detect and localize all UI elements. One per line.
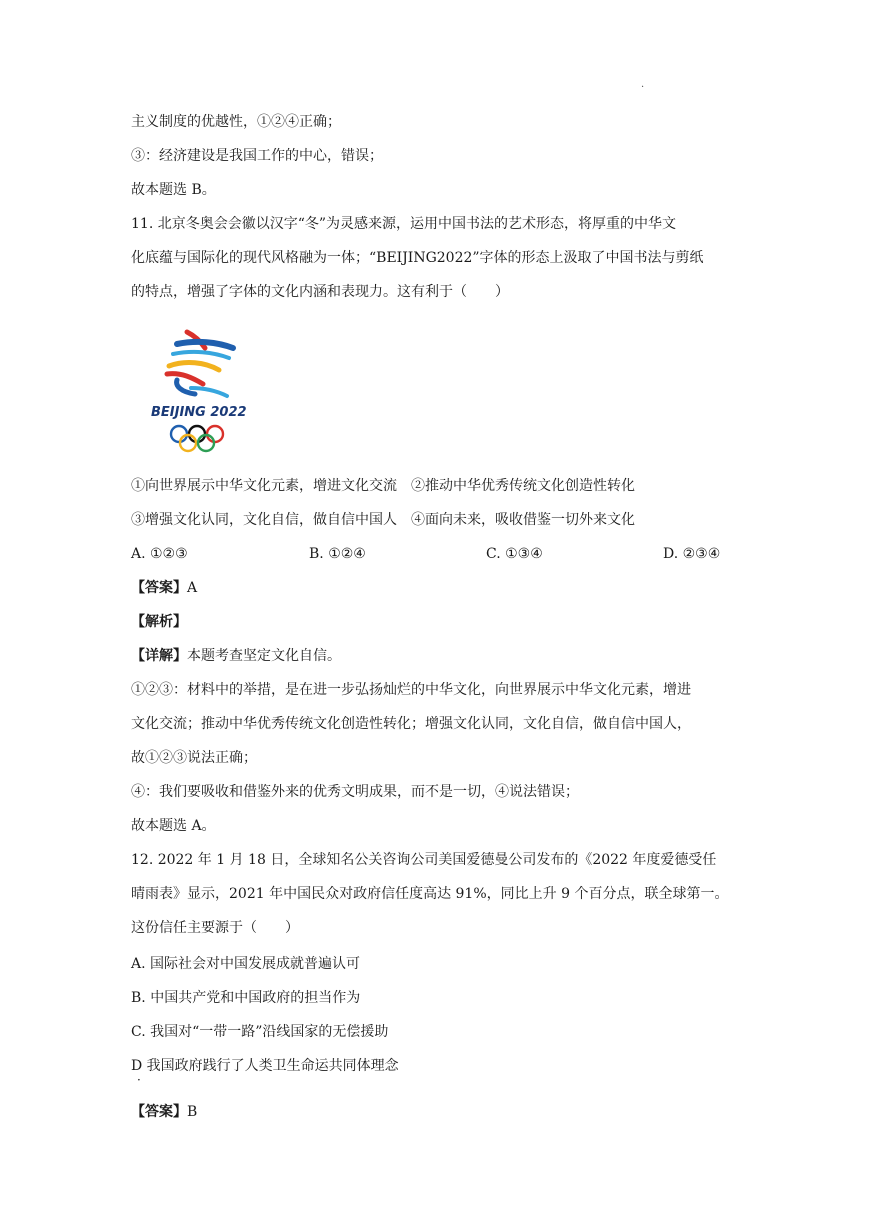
answer-value: A [187, 580, 198, 596]
emblem-stroke-yellow [169, 363, 219, 370]
answer-label: 【答案】 [131, 1104, 187, 1120]
ring-black [189, 426, 205, 442]
ring-yellow [180, 435, 196, 451]
q12-answer [131, 1102, 197, 1122]
q12-option-c: C. 我国对“一带一路”沿线国家的无偿援助 [131, 1024, 389, 1040]
emblem-stroke-cyan [173, 352, 229, 358]
ring-green [198, 435, 214, 451]
beijing-2022-emblem [147, 326, 259, 458]
q11-stem-line-2: 化底蕴与国际化的现代风格融为一体；“BEIJING2022”字体的形态上汲取了中国书法与剪纸 [131, 250, 704, 266]
q11-stem-line-3: 的特点，增强了字体的文化内涵和表现力。这有利于（ ） [131, 284, 509, 300]
q11-option-d: D. ②③④ [663, 546, 721, 562]
emblem-graphic [147, 326, 259, 458]
q12-option-d: D 我国政府践行了人类卫生命运共同体理念 [131, 1058, 399, 1074]
emblem-stroke-red-mid [167, 374, 203, 384]
ring-red [207, 426, 223, 442]
q11-option-c: C. ①③④ [486, 546, 543, 562]
q11-expl-line-3: 故①②③说法正确； [131, 750, 257, 766]
analysis-label: 【解析】 [131, 614, 187, 630]
q10-line-2: ③：经济建设是我国工作的中心，错误； [131, 148, 383, 164]
q12-stem-line-2: 晴雨表》显示，2021 年中国民众对政府信任度高达 91%，同比上升 9 个百分点，联全球第一。 [131, 886, 729, 902]
q11-analysis-label [131, 612, 187, 632]
q11-option-b: B. ①②④ [309, 546, 366, 562]
answer-value: B [187, 1104, 198, 1120]
q11-items-line-1: ①向世界展示中华文化元素，增进文化交流 ②推动中华优秀传统文化创造性转化 [131, 478, 635, 494]
q11-option-a: A. ①②③ [131, 546, 188, 562]
q11-stem-line-1: 11. 北京冬奥会会徽以汉字“冬”为灵感来源，运用中国书法的艺术形态，将厚重的中华文 [131, 216, 677, 232]
detail-text: 本题考查坚定文化自信。 [187, 648, 341, 664]
q11-items-line-2: ③增强文化认同，文化自信，做自信中国人 ④面向未来，吸收借鉴一切外来文化 [131, 512, 635, 528]
answer-label: 【答案】 [131, 580, 187, 596]
emblem-wordmark: BEIJING 2022 [151, 405, 247, 420]
q10-line-1: 主义制度的优越性，①②④正确； [131, 114, 341, 130]
page-mark: · [641, 82, 645, 93]
q11-expl-line-2: 文化交流；推动中华优秀传统文化创造性转化；增强文化认同，文化自信，做自信中国人， [131, 716, 691, 732]
q10-conclusion: 故本题选 B。 [131, 182, 216, 198]
q11-conclusion: 故本题选 A。 [131, 818, 216, 834]
ring-blue [171, 426, 187, 442]
q12-option-a: A. 国际社会对中国发展成就普遍认可 [131, 956, 361, 972]
q12-option-b: B. 中国共产党和中国政府的担当作为 [131, 990, 361, 1006]
detail-label: 【详解】 [131, 648, 187, 664]
q12-stem-line-3: 这份信任主要源于（ ） [131, 920, 299, 936]
q11-expl-line-1: ①②③：材料中的举措，是在进一步弘扬灿烂的中华文化，向世界展示中华文化元素，增进 [131, 682, 691, 698]
q12-stem-line-1: 12. 2022 年 1 月 18 日，全球知名公关咨询公司美国爱德曼公司发布的《2022 年度爱德受任 [131, 852, 717, 868]
q11-detail [131, 646, 341, 666]
q11-answer [131, 578, 197, 598]
q12-dot-mark: · [137, 1073, 141, 1087]
q11-expl-line-4: ④：我们要吸收和借鉴外来的优秀文明成果，而不是一切，④说法错误； [131, 784, 579, 800]
